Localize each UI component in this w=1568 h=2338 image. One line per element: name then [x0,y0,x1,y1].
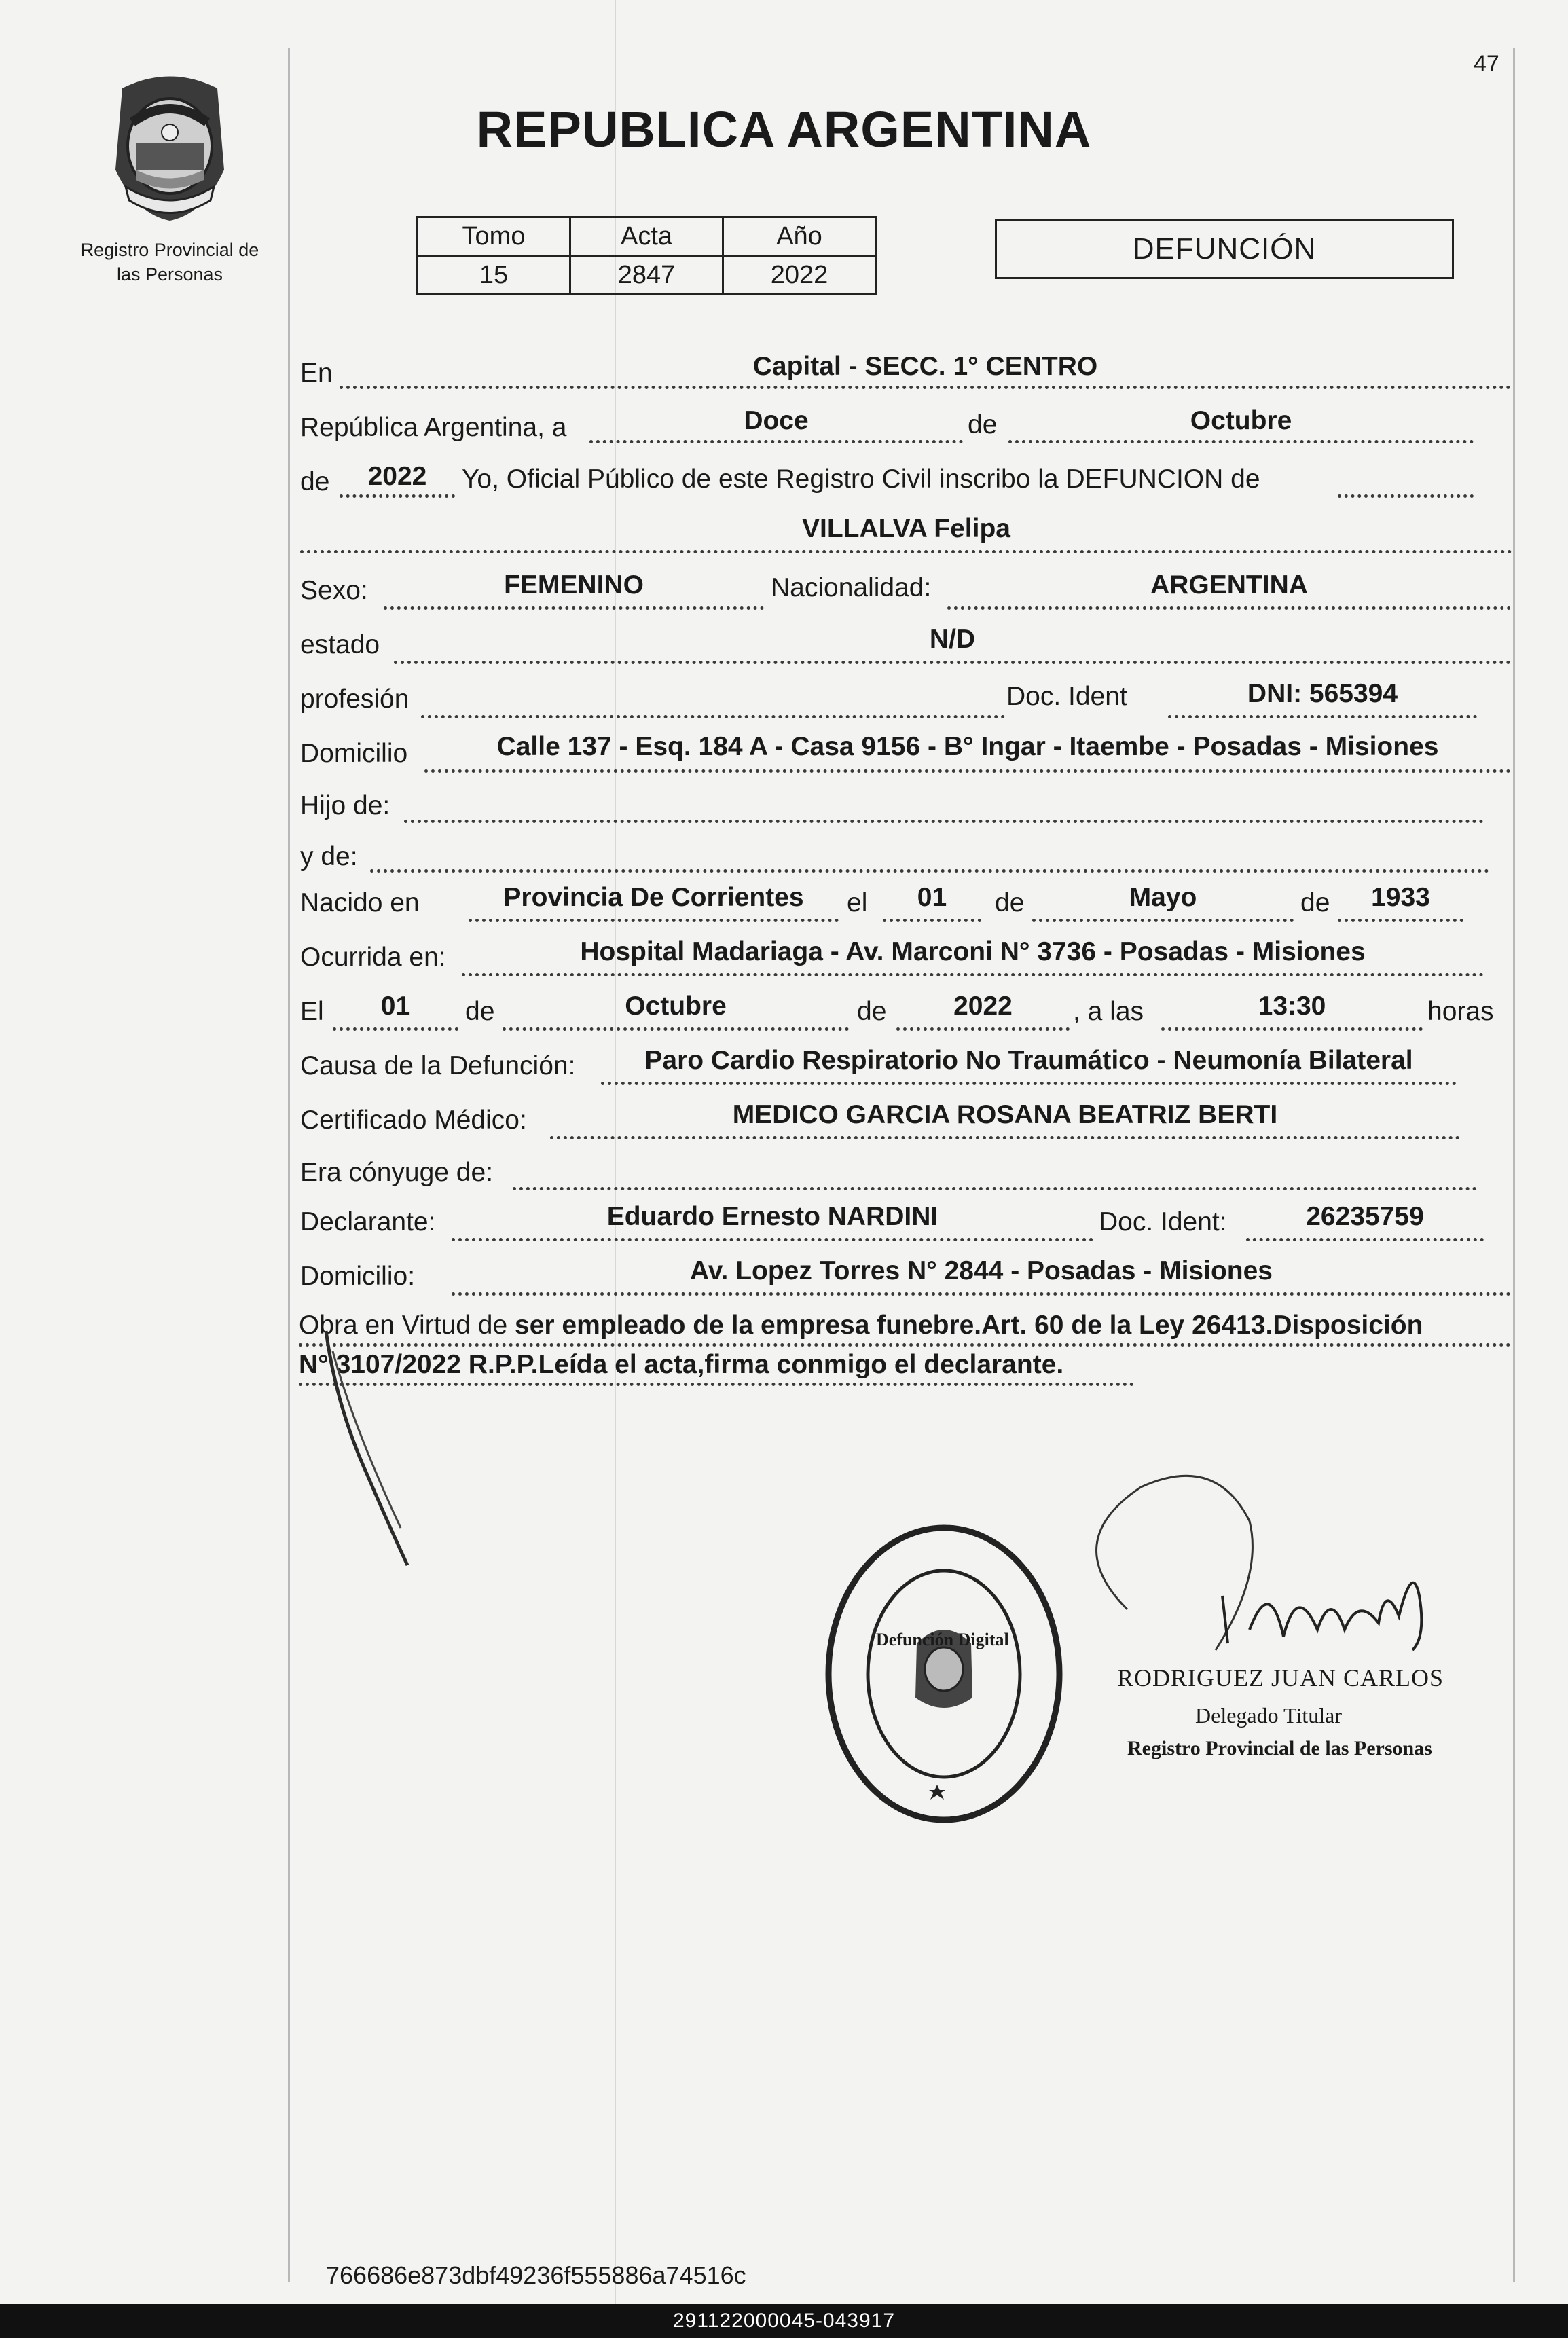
label-causa: Causa de la Defunción: [300,1051,576,1080]
field-line [1338,494,1474,498]
declarant-address-value: Av. Lopez Torres N° 2844 - Posadas - Misiones [690,1256,1273,1285]
field-line [333,1027,458,1031]
field-line [421,715,1005,718]
nationality-value: ARGENTINA [1150,570,1308,600]
label-en: En [300,359,333,388]
tomo-value: 15 [418,256,570,295]
label-doc-ident: Doc. Ident: [1099,1207,1227,1237]
declarant-doc-value: 26235759 [1306,1202,1424,1231]
official-stamp [815,1514,1073,1833]
left-margin-line [288,48,290,2282]
field-line [1008,440,1474,443]
civil-status-value: N/D [929,625,976,654]
field-line [503,1027,849,1031]
field-line [394,661,1511,664]
field-line [1338,919,1463,922]
record-table [416,216,877,295]
label-de: de [465,997,495,1026]
label-domicilio: Domicilio: [300,1262,416,1291]
field-line [340,494,455,498]
field-line [589,440,963,443]
field-line [452,1238,1093,1241]
death-month-value: Octubre [625,991,727,1021]
field-line [1161,1027,1423,1031]
field-line [550,1136,1460,1139]
label-y-de: y de: [300,842,358,871]
field-line [1032,919,1294,922]
label-estado: estado [300,630,380,659]
field-line [947,606,1511,610]
label-sexo: Sexo: [300,576,368,605]
label-hijo-de: Hijo de: [300,791,390,820]
field-line [424,769,1511,773]
acta-header: Acta [570,217,723,256]
address-value: Calle 137 - Esq. 184 A - Casa 9156 - B° Ingar - Itaembe - Posadas - Misiones [496,732,1439,761]
label-de: de [1300,888,1330,917]
field-line [883,919,981,922]
field-line [462,973,1484,976]
label-domicilio: Domicilio [300,739,408,768]
label-nacido-en: Nacido en [300,888,420,917]
field-line [601,1082,1457,1085]
field-line [1168,715,1477,718]
birthplace-value: Provincia De Corrientes [503,883,804,912]
page-number: 47 [1474,51,1499,77]
declarant-value: Eduardo Ernesto NARDINI [606,1202,938,1231]
label-de: de [995,888,1025,917]
field-line [896,1027,1070,1031]
field-line [513,1187,1477,1190]
field-line [469,919,839,922]
field-line [370,869,1489,873]
stamp-inner-text: Defunción Digital [876,1630,1009,1649]
day-words-value: Doce [744,406,809,435]
declarant-signature [312,1324,435,1575]
label-yo-oficial: Yo, Oficial Público de este Registro Civil inscribo la DEFUNCION de [462,464,1260,494]
birth-year-value: 1933 [1371,883,1430,912]
birth-month-value: Mayo [1129,883,1197,912]
death-day-value: 01 [380,991,411,1021]
acta-value: 2847 [570,256,723,295]
label-republica: República Argentina, a [300,413,567,442]
death-place-value: Hospital Madariaga - Av. Marconi N° 3736 - Posadas - Misiones [580,937,1366,966]
field-line [299,1343,1511,1347]
field-line [300,550,1512,553]
place-value: Capital - SECC. 1° CENTRO [752,352,1098,381]
label-ocurrida-en: Ocurrida en: [300,943,446,972]
field-line [1246,1238,1484,1241]
label-certificado: Certificado Médico: [300,1106,527,1135]
document-title: REPUBLICA ARGENTINA [476,101,1092,158]
field-line [452,1292,1511,1296]
label-nacionalidad: Nacionalidad: [771,573,932,602]
label-conyuge: Era cónyuge de: [300,1158,494,1187]
label-declarante: Declarante: [300,1207,436,1237]
paper-crease [615,0,616,2309]
field-line [404,820,1484,823]
footer-code: 291122000045-043917 [0,2304,1568,2338]
cause-value: Paro Cardio Respiratorio No Traumático - Neumonía Bilateral [644,1046,1413,1075]
label-el: el [847,888,868,917]
label-el: El [300,997,324,1026]
label-de: de [857,997,887,1026]
deceased-name-value: VILLALVA Felipa [802,514,1010,543]
registry-name: Registro Provincial de las Personas [80,240,259,285]
obra-line-2: N° 3107/2022 R.P.P.Leída el acta,firma conmigo el declarante. [299,1350,1064,1379]
label-horas: horas [1427,997,1494,1026]
signatory-role: Delegado Titular [1195,1703,1342,1728]
label-de: de [968,410,998,439]
label-de: de [300,467,330,496]
certificate-value: MEDICO GARCIA ROSANA BEATRIZ BERTI [732,1100,1278,1129]
dni-value: DNI: 565394 [1247,679,1398,708]
month-value: Octubre [1190,406,1292,435]
anio-value: 2022 [723,256,876,295]
tomo-header: Tomo [418,217,570,256]
year-value: 2022 [367,462,427,491]
death-year-value: 2022 [953,991,1013,1021]
obra-line-1: Obra en Virtud de ser empleado de la empresa funebre.Art. 60 de la Ley 26413.Disposición [299,1311,1423,1340]
record-type-box: DEFUNCIÓN [995,219,1454,279]
label-profesion: profesión [300,684,409,714]
death-time-value: 13:30 [1258,991,1326,1021]
birth-day-value: 01 [917,883,947,912]
document-hash: 766686e873dbf49236f555886a74516c [326,2261,746,2289]
label-a-las: , a las [1073,997,1144,1026]
field-line [340,386,1511,389]
field-line [384,606,764,610]
anio-header: Año [723,217,876,256]
sex-value: FEMENINO [504,570,644,600]
right-margin-line [1513,48,1515,2282]
signatory-org: Registro Provincial de las Personas [1127,1737,1432,1759]
signatory-name: RODRIGUEZ JUAN CARLOS [1117,1664,1444,1692]
label-doc-ident: Doc. Ident [1006,682,1127,711]
